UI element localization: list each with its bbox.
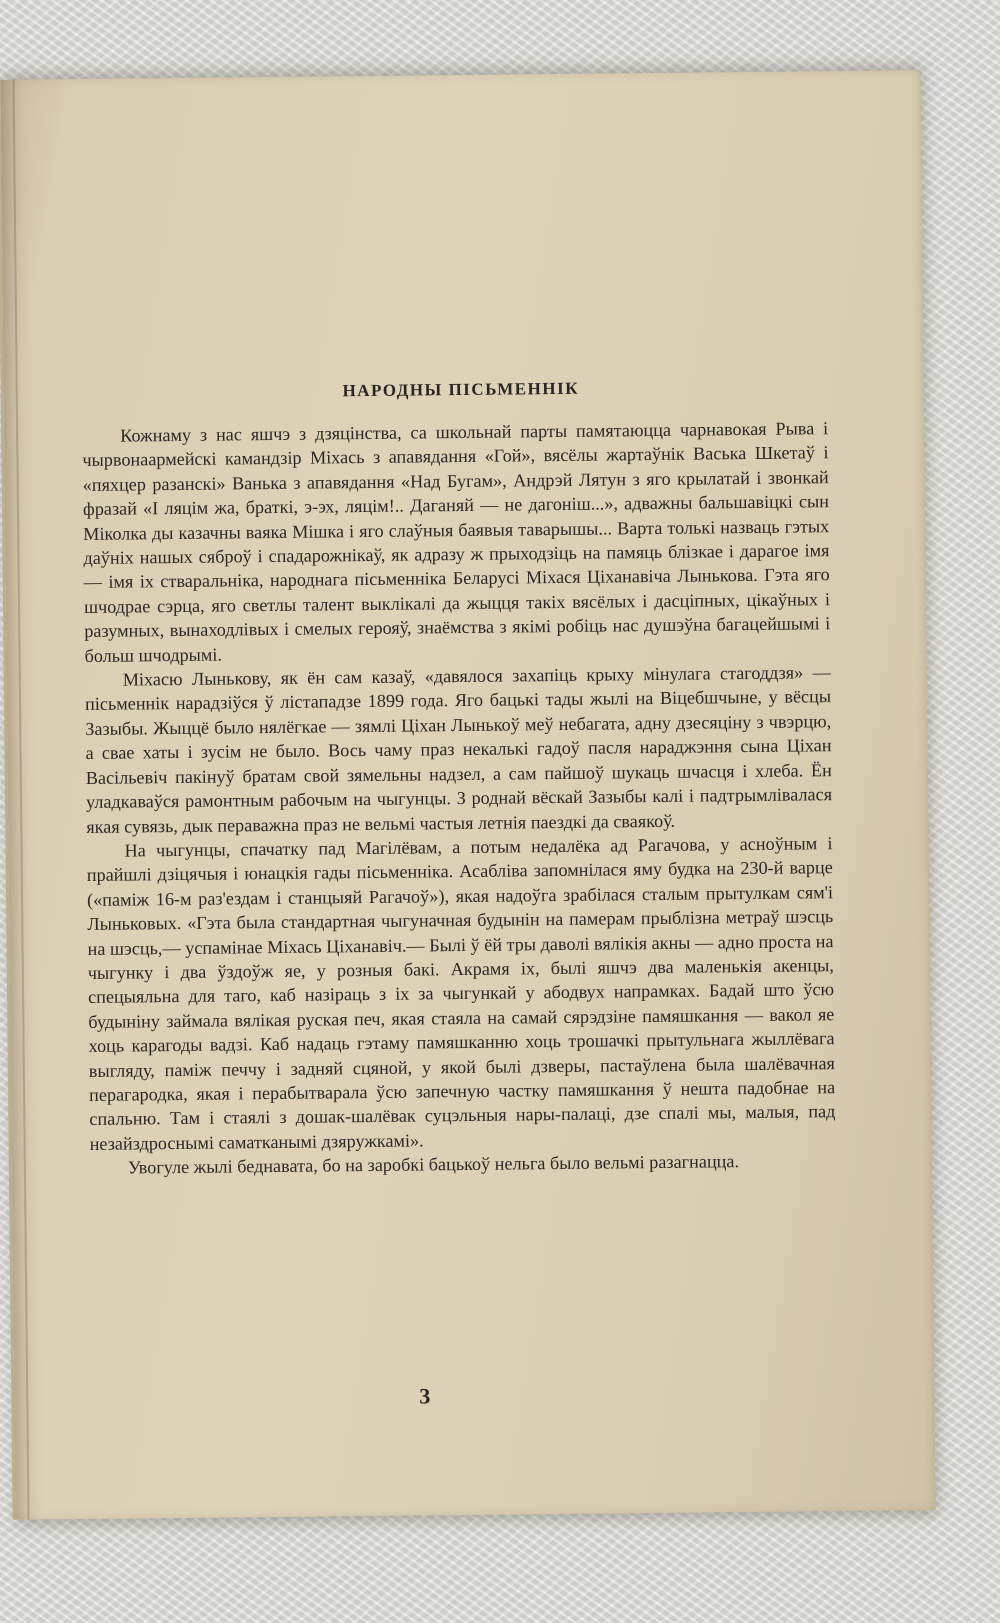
paragraph-3: На чыгунцы, спачатку пад Магілёвам, а потым недалёка ад Рагачова, у асноўным і прайшлі дзіцячыя і юнацкія гады пісьменніка. Асабліва запомнілася яму будка на 230-й варце («паміж 16-м раз'ездам і станцыяй Рагачоў»), якая надоўга зрабілася сталым прытулкам сям'і Лыньковых. «Гэта была стандартная чыгуначная будынін на памерам прыблізна метраў шэсць на шэсць,— успамінае Міхась Ціханавіч.— Былі ў ёй тры даволі вялікія акны — адно проста на чыгунку і два ўздоўж яе, у розныя бакі. Акрамя іх, былі яшчэ два маленькія акенцы, спецыяльна для таго, каб назіраць з іх за чыгункай у абодвух напрамках. Бадай што ўсю будыніну займала вялікая руская печ, якая стаяла на самай сярэдзіне памяшкання — вакол яе хоць карагоды вадзі. Каб надаць гэтаму памяшканню хоць трошачкі прытульнага жыллёвага выгляду, паміж печчу і задняй сцяной, у якой былі дзверы, пастаўлена была шалёвачная перагародка, якая і перабытварала ўсю запечную частку памяшкання ў нешта падобнае на спальню. Там і стаялі з дошак-шалёвак суцэльныя нары-палаці, дзе спалі мы, малыя, пад незайздроснымі саматканымі дзяружкамі». bbox=[86, 833, 836, 1154]
book-page bbox=[0, 70, 936, 1520]
page-fold bbox=[12, 80, 29, 1520]
chapter-title: НАРОДНЫ ПІСЬМЕННІК bbox=[342, 378, 580, 401]
paragraph-2: Міхасю Лынькову, як ён сам казаў, «давялося захапіць крыху мінулага стагоддзя» — пісьменнік нарадзіўся ў лістападзе 1899 года. Яго бацькі тады жылі на Віцебшчыне, у вёсцы Зазыбы. Жыццё было нялёгкае — зямлі Ціхан Лынькоў меў небагата, адну дзесяціну з чвэрцю, а свае хаты і зусім не было. Вось чаму праз некалькі гадоў пасля нараджэння сына Ціхан Васільевіч пакінуў братам свой зямельны надзел, а сам пайшоў шукаць шчасця і хлеба. Ён уладкаваўся рамонтным рабочым на чыгунцы. З роднай вёскай Зазыбы калі і падтрымлівалася якая сувязь, дык пераважна праз не вельмі частыя летнія паездкі да сваякоў. bbox=[84, 662, 833, 837]
page-number: 3 bbox=[419, 1383, 431, 1409]
page-content bbox=[82, 376, 836, 1180]
paragraph-1: Кожнаму з нас яшчэ з дзяцінства, са школьнай парты памятаюцца чарнавокая Рыва і чырвонаармейскі камандзір Міхась з апавядання «Гой», вясёлы жартаўнік Васька Шкетаў і «пяхцер разанскі» Ванька з апавядання «Над Бугам», Андрэй Лятун з яго крылатай і звонкай фразай «І ляцім жа, браткі, э-эх, ляцім!.. Даганяй — не дагоніш...», адважны бальшавіцкі сын Міколка ды казачны ваяка Мішка і яго слаўныя баявыя таварышы... Варта толькі назваць гэтых даўніх нашых сяброў і спадарожнікаў, як адразу ж прыходзіць на памяць блізкае і дарагое імя — імя іх стваральніка, народнага пісьменніка Беларусі Міхася Ціханавіча Лынькова. Гэта яго шчодрае сэрца, яго светлы талент выклікалі да жыцця такіх вясёлых і дасціпных, цікаўных і разумных, вынаходлівых і смелых герояў, знаёмства з якімі робіць нас душэўна багацейшымі і больш шчодрымі. bbox=[82, 418, 831, 666]
paragraph-4: Увогуле жылі беднавата, бо на заробкі бацькоў нельга было вельмі разагнацца. bbox=[127, 1151, 740, 1178]
